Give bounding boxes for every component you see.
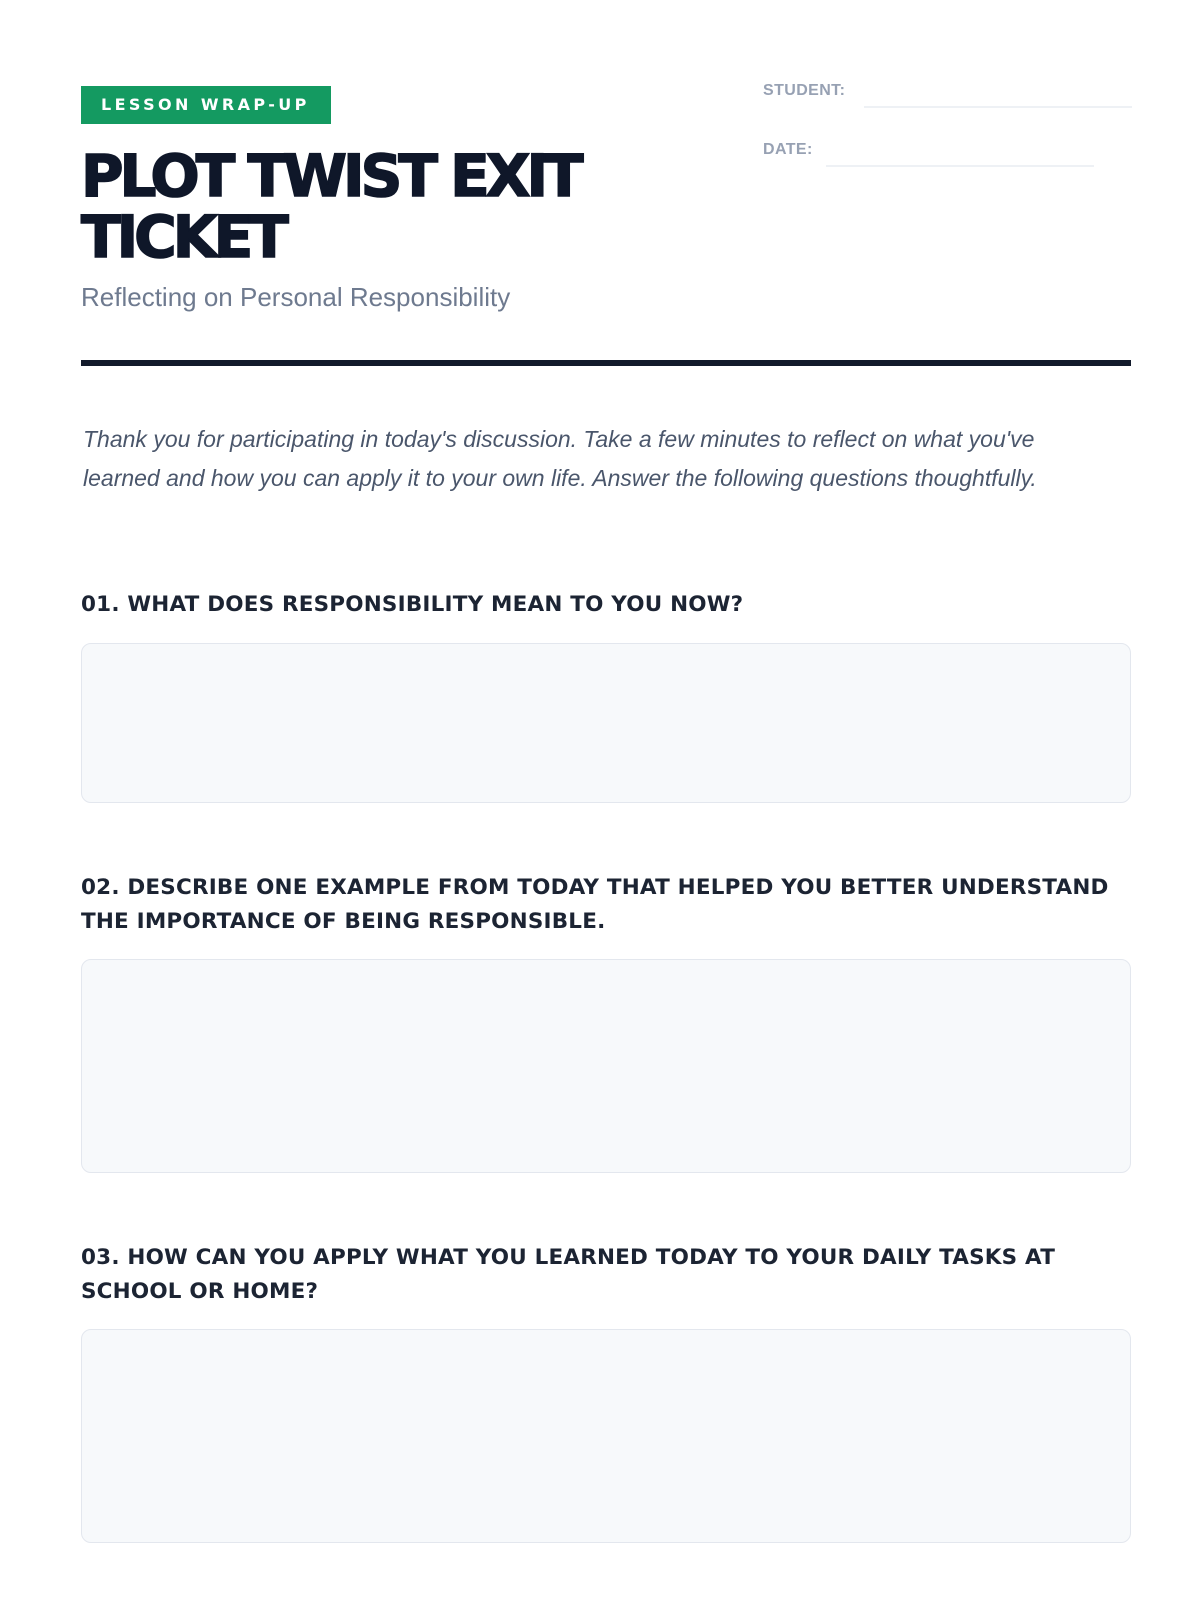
answer-box-3[interactable] — [81, 1329, 1131, 1543]
question-label: 02. DESCRIBE ONE EXAMPLE FROM TODAY THAT HELPED YOU BETTER UNDERSTAND THE IMPORTANCE OF BEING RESPONSIBLE. — [81, 875, 1109, 934]
question-2 — [81, 871, 1131, 939]
answer-box-1[interactable] — [81, 643, 1131, 803]
exit-ticket-page — [81, 0, 1131, 1600]
student-label: STUDENT: — [763, 82, 846, 99]
header — [81, 0, 1131, 368]
question-label: 03. HOW CAN YOU APPLY WHAT YOU LEARNED TODAY TO YOUR DAILY TASKS AT SCHOOL OR HOME? — [81, 1245, 1056, 1304]
student-name-line[interactable] — [864, 106, 1132, 108]
page-title: PLOT TWIST EXIT TICKET — [81, 142, 580, 271]
answer-box-2[interactable] — [81, 959, 1131, 1173]
lesson-badge: LESSON WRAP-UP — [81, 86, 331, 124]
question-1 — [81, 588, 1131, 622]
header-divider — [81, 360, 1131, 366]
question-3 — [81, 1241, 1131, 1309]
question-label: 01. WHAT DOES RESPONSIBILITY MEAN TO YOU NOW? — [81, 592, 744, 617]
intro-text: Thank you for participating in today's discussion. Take a few minutes to reflect on what you've learned and how you can apply it to your own life. Answer the following questions thoughtfully. — [83, 426, 1037, 491]
date-line[interactable] — [826, 165, 1094, 167]
page-subtitle: Reflecting on Personal Responsibility — [81, 282, 511, 312]
date-label: DATE: — [763, 141, 813, 158]
